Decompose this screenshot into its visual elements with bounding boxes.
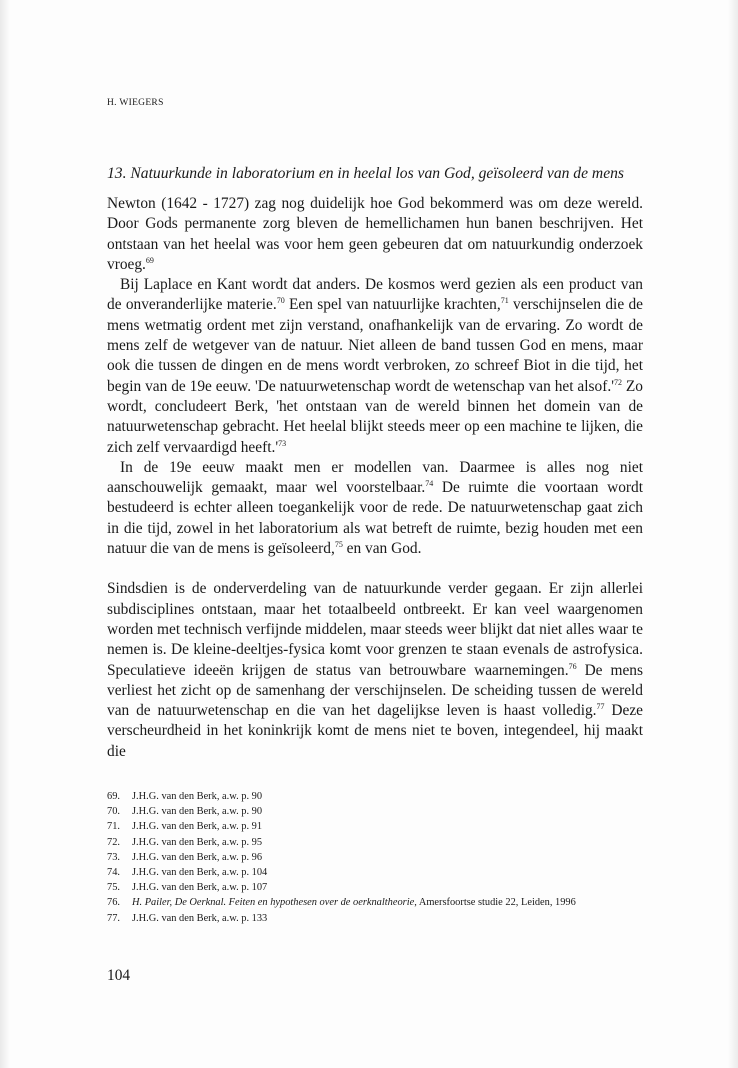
footnote xyxy=(107,819,643,834)
running-head: H. WIEGERS xyxy=(107,98,164,108)
footnote-ref[interactable]: 73 xyxy=(278,438,287,448)
footnotes xyxy=(107,789,643,926)
footnote-number: 75. xyxy=(107,882,120,894)
body-text xyxy=(107,194,643,762)
footnote-text: J.H.G. van den Berk, a.w. p. 104 xyxy=(132,867,268,879)
footnote xyxy=(107,850,643,865)
paragraph-text: Sindsdien is de onderverdeling van de natuurkunde verder gegaan. Er zijn allerlei subdisciplines ontstaan, maar het totaalbeeld ontbreekt. Er kan veel waargenomen worden met technisch verfijnde middelen, maar steeds weer blijkt dat niet alles waar te nemen is. De kleine-deeltjes-fysica komt voor grenzen te staan evenals de astrofysica. Speculatieve ideeën krijgen de status van betrouwbare waarnemingen. xyxy=(107,580,643,679)
footnote-text xyxy=(132,895,643,910)
footnote-text: J.H.G. van den Berk, a.w. p. 107 xyxy=(132,882,268,894)
footnote-ref[interactable]: 76 xyxy=(568,661,577,671)
footnote-number: 69. xyxy=(107,791,120,802)
paragraph-text: Zo wordt, concludeert Berk, 'het ontstaan van de wereld binnen het domein van de natuurwetenschap gebracht. Het heelal blijkt steeds meer op een machine te lijken, die zich zelf vervaardigd heeft.' xyxy=(107,377,643,456)
footnote xyxy=(107,895,643,910)
footnote-number: 70. xyxy=(107,806,120,818)
page-number: 104 xyxy=(107,967,131,984)
section-heading: 13. Natuurkunde in laboratorium en in heelal los van God, geïsoleerd van de mens xyxy=(107,165,624,182)
footnote-title: H. Pailer, De Oerknal. Feiten en hypothesen over de oerknaltheorie xyxy=(132,897,415,909)
paragraph-text: en van God. xyxy=(342,540,422,558)
footnote-ref[interactable]: 75 xyxy=(334,540,343,550)
footnote-text: J.H.G. van den Berk, a.w. p. 133 xyxy=(132,912,268,924)
footnote-ref[interactable]: 71 xyxy=(500,296,509,306)
footnote-text: J.H.G. van den Berk, a.w. p. 90 xyxy=(132,806,263,818)
footnote-text: J.H.G. van den Berk, a.w. p. 90 xyxy=(132,791,263,802)
footnote xyxy=(107,804,643,819)
footnote-ref[interactable]: 74 xyxy=(425,479,434,489)
footnote-number: 72. xyxy=(107,836,120,848)
paragraph-4 xyxy=(107,579,643,762)
footnote-ref[interactable]: 70 xyxy=(276,296,285,306)
paragraph-text: In de 19e eeuw maakt men er modellen van. Daarmee is alles nog niet aanschouwelijk gemaakt, maar wel voorstelbaar. xyxy=(107,458,643,497)
footnote-number: 76. xyxy=(107,897,120,909)
paragraph-1 xyxy=(107,194,643,275)
footnote xyxy=(107,865,643,880)
footnote-number: 74. xyxy=(107,867,120,879)
paragraph-text: De mens verliest het zicht op de samenhang der verschijnselen. De scheiding tussen de wereld van de natuurwetenschap en die van het dagelijkse leven is haast volledig. xyxy=(107,661,643,720)
footnote-ref[interactable]: 72 xyxy=(613,377,622,387)
paragraph-text: verschijnselen die de mens wetmatig ordent met zijn verstand, onafhankelijk van de ervaring. Zo wordt de mens zelf de wetgever van de natuur. Niet alleen de band tussen God en mens, maar ook die tussen de dingen en de mens wordt verbroken, zo schreef Biot in die tijd, het begin van de 19e eeuw. 'De natuurwetenschap wordt de wetenschap van het alsof.' xyxy=(107,296,643,395)
footnote-text: J.H.G. van den Berk, a.w. p. 91 xyxy=(132,821,263,833)
paragraph-text: Een spel van natuurlijke krachten, xyxy=(284,296,501,314)
page-edge-right xyxy=(728,0,738,1068)
paragraph-3 xyxy=(107,458,643,559)
footnote xyxy=(107,789,643,804)
footnote-citation: , Amersfoortse studie 22, Leiden, 1996 xyxy=(414,897,576,909)
footnote-number: 71. xyxy=(107,821,120,833)
footnote-number: 77. xyxy=(107,912,120,924)
paragraph-text: Bij Laplace en Kant wordt dat anders. De kosmos werd gezien als een product van de onveranderlijke materie. xyxy=(107,276,643,314)
footnote-ref[interactable]: 77 xyxy=(596,702,605,712)
paragraph-2 xyxy=(107,275,643,458)
footnote-ref[interactable]: 69 xyxy=(145,255,154,265)
paragraph-text: De ruimte die voortaan wordt bestudeerd is echter alleen toegankelijk voor de rede. De natuurwetenschap gaat zich in die tijd, zowel in het laboratorium als wat betreft de ruimte, bezig houden met een natuur die van de mens is geïsoleerd, xyxy=(107,479,643,558)
footnote-text: J.H.G. van den Berk, a.w. p. 96 xyxy=(132,851,263,863)
footnote xyxy=(107,835,643,850)
paragraph-text: Newton (1642 - 1727) zag nog duidelijk hoe God bekommerd was om deze wereld. Door Gods permanente zorg bleven de hemellichamen hun banen beschrijven. Het ontstaan van het heelal was voor hem geen gebeuren dat om natuurkundig onderzoek vroeg. xyxy=(107,195,643,273)
footnote xyxy=(107,911,643,926)
footnote xyxy=(107,880,643,895)
page-edge-left xyxy=(0,0,10,1068)
footnote-text: J.H.G. van den Berk, a.w. p. 95 xyxy=(132,836,263,848)
paragraph-text: Deze verscheurdheid in het koninkrijk komt de mens niet te boven, integendeel, hij maakt die xyxy=(107,702,643,760)
footnote-number: 73. xyxy=(107,851,120,863)
